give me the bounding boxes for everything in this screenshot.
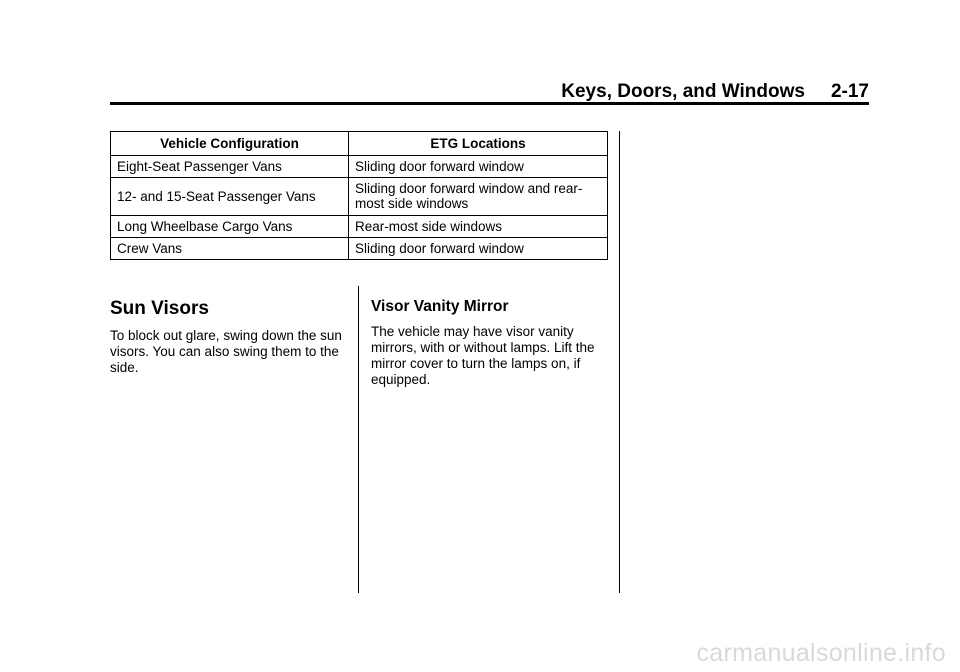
table-cell: Crew Vans: [111, 238, 349, 260]
sun-visors-heading: Sun Visors: [110, 298, 209, 319]
table-header-row: [111, 132, 608, 156]
section-title: Keys, Doors, and Windows: [561, 81, 805, 102]
etg-locations-table: [110, 131, 608, 260]
column-header-etg-locations: ETG Locations: [349, 132, 608, 156]
visor-vanity-mirror-body: The vehicle may have visor vanity mirrors, with or without lamps. Lift the mirror cover to turn the lamps on, if equipped.: [371, 324, 595, 387]
page-header: [110, 80, 869, 104]
column-divider: [358, 286, 359, 593]
watermark: carmanualsonline.info: [696, 639, 946, 667]
table-cell: Rear-most side windows: [349, 216, 608, 238]
column-divider: [619, 131, 620, 593]
sun-visors-body: To block out glare, swing down the sun visors. You can also swing them to the side.: [110, 328, 342, 375]
table-cell: Sliding door forward window: [349, 156, 608, 178]
table-cell: Eight-Seat Passenger Vans: [111, 156, 349, 178]
table-row: [111, 238, 608, 260]
table-cell: Long Wheelbase Cargo Vans: [111, 216, 349, 238]
table-cell: Sliding door forward window: [349, 238, 608, 260]
table-row: [111, 216, 608, 238]
header-rule: [110, 102, 869, 105]
column-header-vehicle-configuration: Vehicle Configuration: [111, 132, 349, 156]
table-row: [111, 156, 608, 178]
visor-vanity-mirror-heading: Visor Vanity Mirror: [371, 298, 509, 315]
table-cell: 12- and 15-Seat Passenger Vans: [111, 178, 349, 216]
table-cell: Sliding door forward window and rear-most side windows: [349, 178, 608, 216]
page-number: 2-17: [830, 81, 869, 102]
table-row: [111, 178, 608, 216]
